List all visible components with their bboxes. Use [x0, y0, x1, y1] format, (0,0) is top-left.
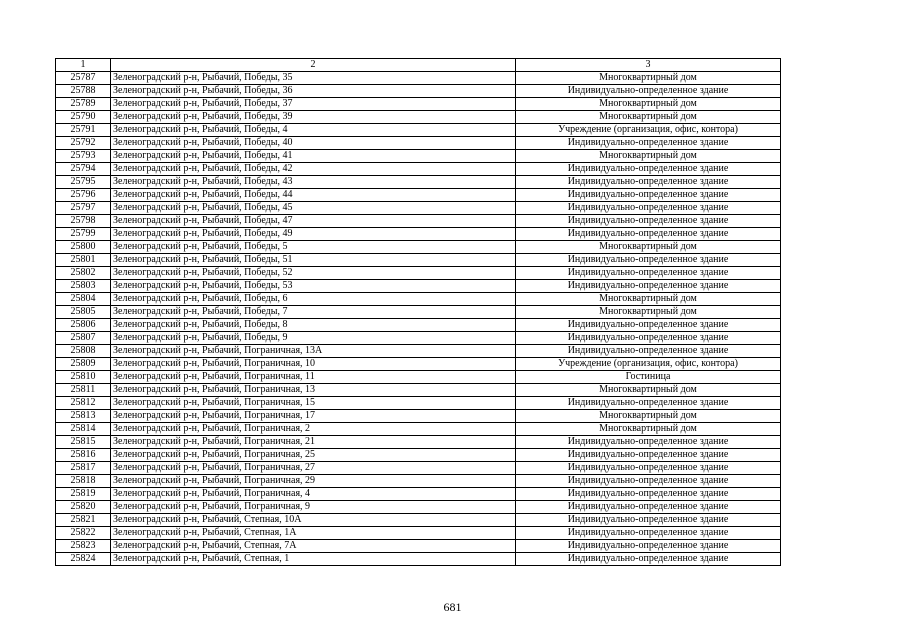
row-number-cell: 25824	[56, 553, 111, 566]
table-row	[56, 137, 781, 150]
building-type-cell: Индивидуально-определенное здание	[516, 540, 781, 553]
address-cell: Зеленоградский р-н, Рыбачий, Победы, 5	[111, 241, 516, 254]
address-cell: Зеленоградский р-н, Рыбачий, Пограничная, 4	[111, 488, 516, 501]
building-type-cell: Индивидуально-определенное здание	[516, 267, 781, 280]
building-type-cell: Индивидуально-определенное здание	[516, 475, 781, 488]
table-row	[56, 371, 781, 384]
building-type-cell: Индивидуально-определенное здание	[516, 436, 781, 449]
address-cell: Зеленоградский р-н, Рыбачий, Пограничная, 13	[111, 384, 516, 397]
address-cell: Зеленоградский р-н, Рыбачий, Пограничная, 27	[111, 462, 516, 475]
row-number-cell: 25820	[56, 501, 111, 514]
address-cell: Зеленоградский р-н, Рыбачий, Степная, 10А	[111, 514, 516, 527]
row-number-cell: 25790	[56, 111, 111, 124]
row-number-cell: 25799	[56, 228, 111, 241]
row-number-cell: 25823	[56, 540, 111, 553]
table-row	[56, 111, 781, 124]
table-body	[56, 72, 781, 566]
table-row	[56, 332, 781, 345]
table-row	[56, 267, 781, 280]
building-type-cell: Индивидуально-определенное здание	[516, 215, 781, 228]
table-row	[56, 98, 781, 111]
table-row	[56, 345, 781, 358]
address-cell: Зеленоградский р-н, Рыбачий, Победы, 7	[111, 306, 516, 319]
row-number-cell: 25801	[56, 254, 111, 267]
registry-table	[55, 58, 781, 566]
address-cell: Зеленоградский р-н, Рыбачий, Победы, 6	[111, 293, 516, 306]
building-type-cell: Гостиница	[516, 371, 781, 384]
address-cell: Зеленоградский р-н, Рыбачий, Победы, 47	[111, 215, 516, 228]
address-cell: Зеленоградский р-н, Рыбачий, Победы, 53	[111, 280, 516, 293]
building-type-cell: Индивидуально-определенное здание	[516, 280, 781, 293]
row-number-cell: 25817	[56, 462, 111, 475]
address-cell: Зеленоградский р-н, Рыбачий, Пограничная, 9	[111, 501, 516, 514]
address-cell: Зеленоградский р-н, Рыбачий, Победы, 43	[111, 176, 516, 189]
table-row	[56, 293, 781, 306]
table-row	[56, 280, 781, 293]
table-row	[56, 241, 781, 254]
table-row	[56, 436, 781, 449]
building-type-cell: Индивидуально-определенное здание	[516, 254, 781, 267]
row-number-cell: 25789	[56, 98, 111, 111]
building-type-cell: Индивидуально-определенное здание	[516, 332, 781, 345]
address-cell: Зеленоградский р-н, Рыбачий, Победы, 52	[111, 267, 516, 280]
row-number-cell: 25793	[56, 150, 111, 163]
table-header	[56, 59, 781, 72]
building-type-cell: Многоквартирный дом	[516, 111, 781, 124]
table-row	[56, 72, 781, 85]
address-cell: Зеленоградский р-н, Рыбачий, Пограничная, 15	[111, 397, 516, 410]
building-type-cell: Индивидуально-определенное здание	[516, 189, 781, 202]
row-number-cell: 25819	[56, 488, 111, 501]
row-number-cell: 25814	[56, 423, 111, 436]
address-cell: Зеленоградский р-н, Рыбачий, Победы, 41	[111, 150, 516, 163]
row-number-cell: 25807	[56, 332, 111, 345]
address-cell: Зеленоградский р-н, Рыбачий, Победы, 36	[111, 85, 516, 98]
table-row	[56, 488, 781, 501]
table-row	[56, 189, 781, 202]
table-row	[56, 85, 781, 98]
address-cell: Зеленоградский р-н, Рыбачий, Степная, 1	[111, 553, 516, 566]
page-number: 681	[443, 600, 462, 614]
row-number-cell: 25811	[56, 384, 111, 397]
row-number-cell: 25803	[56, 280, 111, 293]
building-type-cell: Многоквартирный дом	[516, 98, 781, 111]
row-number-cell: 25796	[56, 189, 111, 202]
building-type-cell: Многоквартирный дом	[516, 423, 781, 436]
table-row	[56, 254, 781, 267]
row-number-cell: 25805	[56, 306, 111, 319]
address-cell: Зеленоградский р-н, Рыбачий, Пограничная, 29	[111, 475, 516, 488]
table-row	[56, 553, 781, 566]
building-type-cell: Индивидуально-определенное здание	[516, 501, 781, 514]
row-number-cell: 25806	[56, 319, 111, 332]
table-row	[56, 397, 781, 410]
table-row	[56, 501, 781, 514]
building-type-cell: Индивидуально-определенное здание	[516, 553, 781, 566]
address-cell: Зеленоградский р-н, Рыбачий, Пограничная, 17	[111, 410, 516, 423]
address-cell: Зеленоградский р-н, Рыбачий, Пограничная, 13А	[111, 345, 516, 358]
header-row	[56, 59, 781, 72]
building-type-cell: Многоквартирный дом	[516, 150, 781, 163]
table-row	[56, 449, 781, 462]
address-cell: Зеленоградский р-н, Рыбачий, Пограничная, 2	[111, 423, 516, 436]
address-cell: Зеленоградский р-н, Рыбачий, Пограничная, 11	[111, 371, 516, 384]
building-type-cell: Учреждение (организация, офис, контора)	[516, 124, 781, 137]
building-type-cell: Индивидуально-определенное здание	[516, 449, 781, 462]
table-row	[56, 423, 781, 436]
address-cell: Зеленоградский р-н, Рыбачий, Степная, 1А	[111, 527, 516, 540]
table-row	[56, 202, 781, 215]
building-type-cell: Индивидуально-определенное здание	[516, 137, 781, 150]
address-cell: Зеленоградский р-н, Рыбачий, Степная, 7А	[111, 540, 516, 553]
table-row	[56, 527, 781, 540]
building-type-cell: Многоквартирный дом	[516, 306, 781, 319]
row-number-cell: 25794	[56, 163, 111, 176]
column-header-address: 2	[111, 59, 516, 72]
address-cell: Зеленоградский р-н, Рыбачий, Победы, 37	[111, 98, 516, 111]
building-type-cell: Индивидуально-определенное здание	[516, 462, 781, 475]
building-type-cell: Индивидуально-определенное здание	[516, 85, 781, 98]
address-cell: Зеленоградский р-н, Рыбачий, Победы, 8	[111, 319, 516, 332]
building-type-cell: Индивидуально-определенное здание	[516, 202, 781, 215]
table-row	[56, 410, 781, 423]
address-cell: Зеленоградский р-н, Рыбачий, Победы, 51	[111, 254, 516, 267]
row-number-cell: 25800	[56, 241, 111, 254]
table-row	[56, 319, 781, 332]
row-number-cell: 25809	[56, 358, 111, 371]
address-cell: Зеленоградский р-н, Рыбачий, Победы, 49	[111, 228, 516, 241]
table-row	[56, 475, 781, 488]
address-cell: Зеленоградский р-н, Рыбачий, Победы, 40	[111, 137, 516, 150]
building-type-cell: Многоквартирный дом	[516, 384, 781, 397]
table-row	[56, 124, 781, 137]
table-row	[56, 462, 781, 475]
building-type-cell: Индивидуально-определенное здание	[516, 163, 781, 176]
address-cell: Зеленоградский р-н, Рыбачий, Пограничная, 21	[111, 436, 516, 449]
row-number-cell: 25797	[56, 202, 111, 215]
column-header-building-type: 3	[516, 59, 781, 72]
column-header-number: 1	[56, 59, 111, 72]
building-type-cell: Индивидуально-определенное здание	[516, 527, 781, 540]
row-number-cell: 25812	[56, 397, 111, 410]
table-row	[56, 228, 781, 241]
row-number-cell: 25791	[56, 124, 111, 137]
building-type-cell: Учреждение (организация, офис, контора)	[516, 358, 781, 371]
row-number-cell: 25822	[56, 527, 111, 540]
row-number-cell: 25810	[56, 371, 111, 384]
building-type-cell: Индивидуально-определенное здание	[516, 514, 781, 527]
row-number-cell: 25818	[56, 475, 111, 488]
building-type-cell: Индивидуально-определенное здание	[516, 488, 781, 501]
address-cell: Зеленоградский р-н, Рыбачий, Победы, 39	[111, 111, 516, 124]
row-number-cell: 25804	[56, 293, 111, 306]
building-type-cell: Индивидуально-определенное здание	[516, 319, 781, 332]
building-type-cell: Индивидуально-определенное здание	[516, 345, 781, 358]
address-cell: Зеленоградский р-н, Рыбачий, Победы, 9	[111, 332, 516, 345]
row-number-cell: 25792	[56, 137, 111, 150]
row-number-cell: 25813	[56, 410, 111, 423]
building-type-cell: Многоквартирный дом	[516, 72, 781, 85]
address-cell: Зеленоградский р-н, Рыбачий, Победы, 4	[111, 124, 516, 137]
address-cell: Зеленоградский р-н, Рыбачий, Победы, 42	[111, 163, 516, 176]
building-type-cell: Многоквартирный дом	[516, 293, 781, 306]
table-row	[56, 176, 781, 189]
table-row	[56, 215, 781, 228]
row-number-cell: 25808	[56, 345, 111, 358]
row-number-cell: 25788	[56, 85, 111, 98]
table-row	[56, 358, 781, 371]
row-number-cell: 25816	[56, 449, 111, 462]
address-cell: Зеленоградский р-н, Рыбачий, Победы, 44	[111, 189, 516, 202]
row-number-cell: 25821	[56, 514, 111, 527]
row-number-cell: 25815	[56, 436, 111, 449]
building-type-cell: Индивидуально-определенное здание	[516, 397, 781, 410]
address-cell: Зеленоградский р-н, Рыбачий, Победы, 35	[111, 72, 516, 85]
building-type-cell: Многоквартирный дом	[516, 410, 781, 423]
table-row	[56, 163, 781, 176]
address-cell: Зеленоградский р-н, Рыбачий, Пограничная, 25	[111, 449, 516, 462]
table-row	[56, 540, 781, 553]
address-cell: Зеленоградский р-н, Рыбачий, Победы, 45	[111, 202, 516, 215]
table-row	[56, 384, 781, 397]
row-number-cell: 25795	[56, 176, 111, 189]
building-type-cell: Индивидуально-определенное здание	[516, 228, 781, 241]
building-type-cell: Индивидуально-определенное здание	[516, 176, 781, 189]
table-row	[56, 514, 781, 527]
row-number-cell: 25802	[56, 267, 111, 280]
row-number-cell: 25798	[56, 215, 111, 228]
table-row	[56, 150, 781, 163]
address-cell: Зеленоградский р-н, Рыбачий, Пограничная, 10	[111, 358, 516, 371]
table-row	[56, 306, 781, 319]
row-number-cell: 25787	[56, 72, 111, 85]
building-type-cell: Многоквартирный дом	[516, 241, 781, 254]
